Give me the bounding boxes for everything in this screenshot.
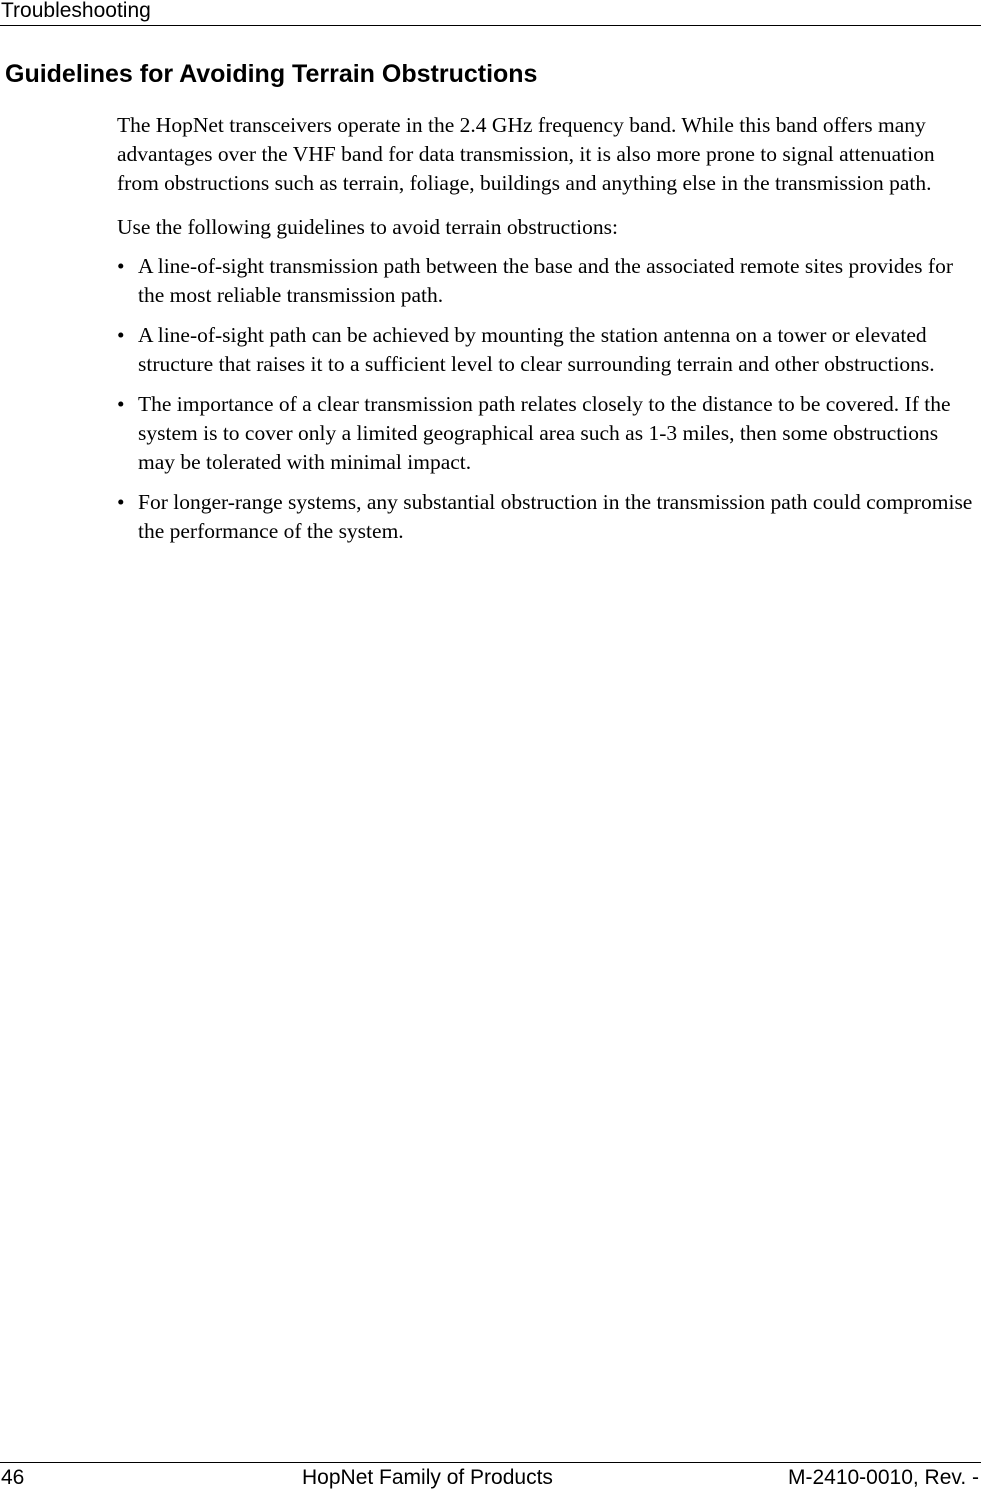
bullet-icon: • [117, 254, 125, 278]
list-item-text: For longer-range systems, any substantial obstruction in the transmission path could compromise the performance of the system. [138, 490, 973, 543]
list-item-text: A line-of-sight path can be achieved by mounting the station antenna on a tower or elevated structure that raises it to a sufficient level to clear surrounding terrain and other obstructions. [138, 323, 935, 376]
list-item-text: The importance of a clear transmission path relates closely to the distance to be covered. If the system is to cover only a limited geographical area such as 1-3 miles, then some obstructions may be tolerated with minimal impact. [138, 392, 951, 474]
document-number: M-2410-0010, Rev. - [787, 1466, 979, 1489]
intro-paragraph: The HopNet transceivers operate in the 2.4 GHz frequency band. While this band offers many advantages over the VHF band for data transmission, it is also more prone to signal attenuation from obstructions such as terrain, foliage, buildings and anything else in the transmission path. [117, 113, 935, 195]
bullet-icon: • [117, 392, 125, 416]
list-item [117, 321, 977, 379]
page-header [0, 0, 981, 26]
page-heading: Guidelines for Avoiding Terrain Obstructions [5, 60, 538, 88]
list-item [117, 390, 977, 477]
list-item [117, 252, 977, 310]
bullet-icon: • [117, 490, 125, 514]
guidelines-intro: Use the following guidelines to avoid terrain obstructions: [117, 215, 618, 239]
list-item [117, 488, 977, 546]
section-title: Troubleshooting [1, 0, 151, 22]
bullet-icon: • [117, 323, 125, 347]
body-content [117, 111, 977, 557]
page-number: 46 [1, 1466, 25, 1489]
list-item-text: A line-of-sight transmission path between the base and the associated remote sites provides for the most reliable transmission path. [138, 254, 953, 307]
page-footer [0, 1462, 981, 1494]
product-name: HopNet Family of Products [302, 1466, 553, 1489]
guidelines-list [117, 252, 977, 546]
